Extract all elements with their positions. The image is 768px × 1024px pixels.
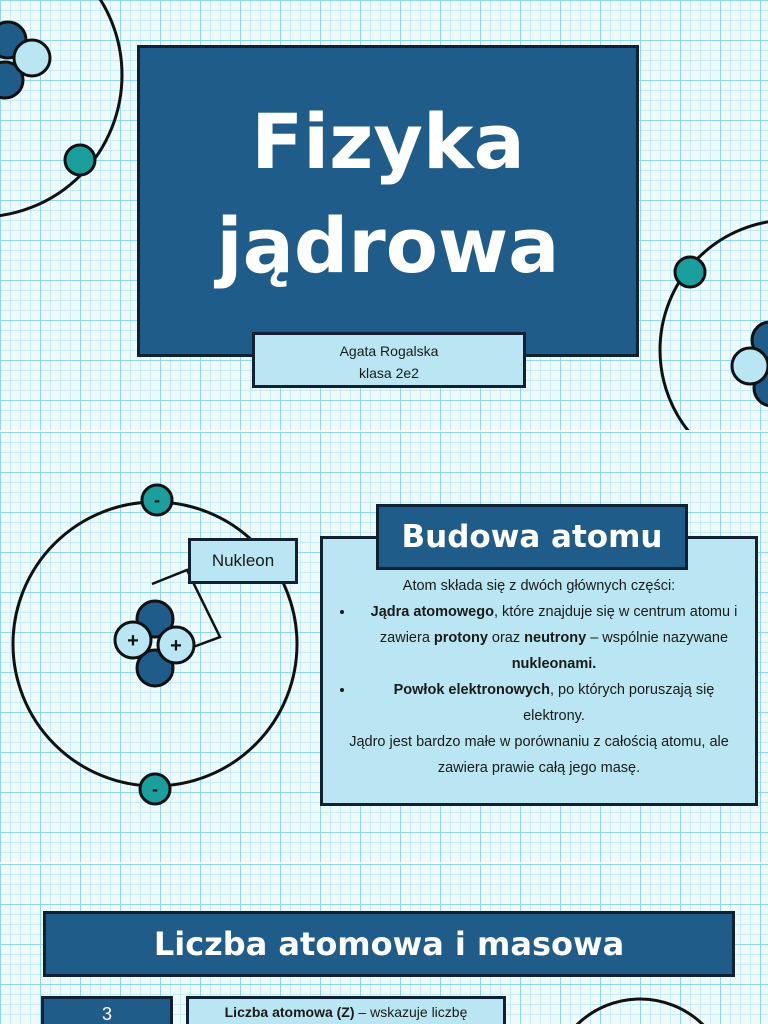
author-box [252,332,526,388]
atomic-number-box [41,996,173,1024]
slide-atomic-mass-number [0,864,768,1024]
class-label: klasa 2e2 [359,365,419,381]
title-box [137,45,639,357]
parts-list [331,599,747,729]
proton-circle [14,40,50,76]
list-item: • Jądra atomowego, które znajduje się w centrum atomu i zawiera protony oraz neutrony – wspólnie nazywane nukleonami. [355,599,747,677]
author-name: Agata Rogalska [339,343,439,359]
definition-term: Liczba atomowa (Z) [224,1004,355,1020]
atom-description-box [320,536,758,806]
slide-atom-structure [0,432,768,864]
definition-text: – wskazuje liczbę [354,1004,468,1020]
presentation-title: Fizyka jądrowa [216,97,560,290]
orbit-ring [660,220,768,432]
list-item: • Powłok elektronowych, po których poruszają się elektrony. [355,677,747,729]
proton-sign: + [127,630,139,652]
electron-sign: - [152,779,158,799]
proton-circle [732,348,768,384]
proton-sign: + [170,635,182,657]
electron-circle [65,145,95,175]
orbit-ring [550,999,730,1024]
nucleon-label: Nukleon [211,551,275,570]
section-heading: Budowa atomu [376,504,688,570]
section-heading: Liczba atomowa i masowa [43,911,735,977]
intro-text: Atom składa się z dwóch głównych części: [402,578,676,594]
atomic-number-value: 3 [101,1004,112,1024]
slide-title [0,0,768,432]
definition-box [186,996,506,1024]
outro-text: Jądro jest bardzo małe w porównaniu z całością atomu, ale zawiera prawie całą jego masę. [349,734,729,776]
nucleon-label-box [188,538,298,584]
electron-circle [675,257,705,287]
electron-sign: - [154,490,160,510]
